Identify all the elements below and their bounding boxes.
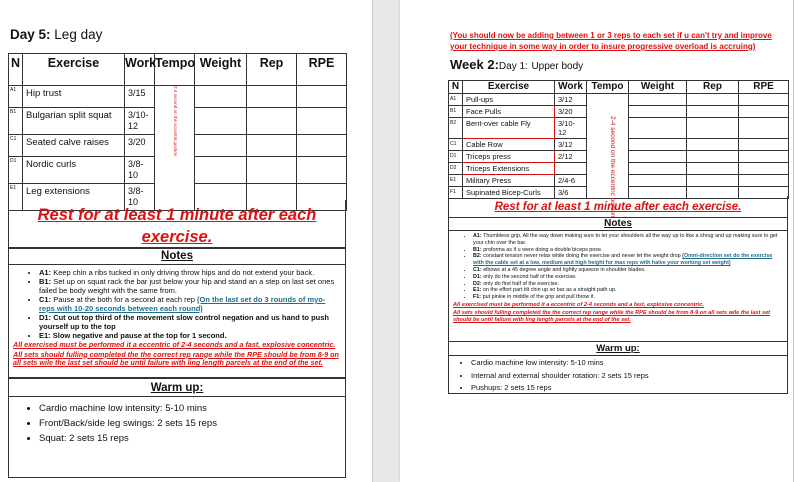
day-heading: Day 5: Leg day: [10, 27, 103, 42]
rep-cell[interactable]: [247, 86, 297, 108]
rep-cell[interactable]: [247, 108, 297, 135]
warmup-title: Warm up:: [9, 379, 345, 397]
row-id: C1: [9, 135, 23, 157]
note-item: • C1: Pause at the both for a second at each rep (On the last set do 3 rounds of myo-reps with 10-20 seconds between each round): [39, 295, 339, 313]
weight-cell[interactable]: [629, 151, 687, 163]
row-id: F1: [449, 187, 463, 199]
rep-cell[interactable]: [687, 106, 739, 118]
rep-cell[interactable]: [247, 135, 297, 157]
weight-cell[interactable]: [195, 135, 247, 157]
page-gutter: [373, 0, 400, 482]
note-item: • B2: constant tension never relax while doing the exercise and never let the weight drop (Omni-direction set do the exercise with the cable set at a low, medium and high height for max reps with halve your working set weight): [473, 253, 783, 267]
work-cell: 2/4-6: [555, 175, 587, 187]
warmup-title: Warm up:: [449, 342, 787, 356]
exercise-cell: Military Press: [463, 175, 555, 187]
note-link[interactable]: (On the last set do 3 rounds of myo-reps with 10-20 seconds between each round): [39, 295, 326, 313]
exercise-cell: Bulgarian split squat: [23, 108, 125, 135]
warmup-item: • Front/Back/side leg swings: 2 sets 15 reps: [39, 416, 345, 431]
weight-cell[interactable]: [629, 118, 687, 139]
weight-cell[interactable]: [195, 157, 247, 184]
rep-cell[interactable]: [247, 157, 297, 184]
exercise-cell: Triceps Extensions: [463, 163, 555, 175]
table-header-row: [449, 81, 789, 94]
work-cell: 3/6: [555, 187, 587, 199]
warmup-list: [449, 357, 787, 395]
notes-title: Notes: [449, 218, 787, 231]
exercise-cell: Cable Row: [463, 139, 555, 151]
work-cell: 2/12: [555, 151, 587, 163]
exercise-cell: Bent-over cable Fly: [463, 118, 555, 139]
rpe-cell[interactable]: [739, 175, 789, 187]
warmup-item: • Cardio machine low intensity: 5-10 mins: [471, 357, 787, 370]
col-n: N: [449, 81, 463, 94]
rpe-cell[interactable]: [739, 151, 789, 163]
work-cell: [555, 163, 587, 175]
warmup-list: [9, 401, 345, 446]
rep-cell[interactable]: [687, 139, 739, 151]
row-id: A1: [9, 86, 23, 108]
note-item: • D2: only do first half of the exercise.: [473, 281, 783, 288]
warmup-item: • Pushups: 2 sets 15 reps: [471, 382, 787, 395]
warmup-section: [8, 378, 346, 478]
col-tempo: Tempo: [155, 54, 195, 86]
row-id: D2: [449, 163, 463, 175]
red-note-rpe: All sets should fulling completed the the correct rep range while the RPE should be from 8-9 on all sets wile the last set should be until failure with ling length parcels at the end of the set.: [13, 349, 339, 367]
weight-cell[interactable]: [629, 139, 687, 151]
col-rep: Rep: [247, 54, 297, 86]
week-heading: Week 2:Day 1: Upper body: [450, 57, 584, 72]
left-page: [0, 0, 373, 482]
tempo-cell: [587, 94, 629, 199]
note-item: • A1: Keep chin a ribs tucked in only driving throw hips and do not extend your back.: [39, 268, 339, 277]
table-row: [449, 94, 789, 106]
rest-banner: Rest for at least 1 minute after each exercise.: [8, 200, 346, 248]
rpe-cell[interactable]: [297, 157, 347, 184]
note-item: • E1: on the effort part tilt chin up so bar as a straight path up.: [473, 287, 783, 294]
col-work: Work: [555, 81, 587, 94]
work-cell: 3/20: [125, 135, 155, 157]
col-n: N: [9, 54, 23, 86]
exercise-cell: Hip trust: [23, 86, 125, 108]
exercise-cell: Nordic curls: [23, 157, 125, 184]
row-id: D1: [449, 151, 463, 163]
col-tempo: Tempo: [587, 81, 629, 94]
col-rep: Rep: [687, 81, 739, 94]
red-note-eccentric: All exercised must be performed it a eccentric of 2-4 seconds and a fast, explosive concentric.: [453, 301, 704, 308]
col-weight: Weight: [195, 54, 247, 86]
note-item: • D1: Cut out top third of the movement slow control negation and us hand to push yourself up to the top: [39, 313, 339, 331]
warmup-item: • Internal and external shoulder rotation: 2 sets 15 reps: [471, 370, 787, 383]
col-exercise: Exercise: [23, 54, 125, 86]
notes-list: [9, 268, 345, 340]
work-cell: 3/20: [555, 106, 587, 118]
row-id: B1: [449, 106, 463, 118]
weight-cell[interactable]: [629, 175, 687, 187]
red-note-eccentric: All exercised must be performed it a eccentric of 2-4 seconds and a fast, explosive concentric.: [13, 340, 336, 349]
rpe-cell[interactable]: [297, 135, 347, 157]
exercise-cell: Face Pulls: [463, 106, 555, 118]
note-item: • A1: Thumbless grip, All the way down making sure to let your shoulders all the way up to like a shrug and up making sure to get your chin over the bar.: [473, 233, 783, 247]
rpe-cell[interactable]: [297, 86, 347, 108]
warmup-item: • Squat: 2 sets 15 reps: [39, 431, 345, 446]
warmup-section: [448, 342, 788, 394]
row-id: C1: [449, 139, 463, 151]
note-item: • E1: Slow negative and pause at the top for 1 second.: [39, 331, 339, 340]
work-cell: 3/10-12: [125, 108, 155, 135]
weight-cell[interactable]: [629, 106, 687, 118]
rep-cell[interactable]: [687, 175, 739, 187]
exercise-cell: Seated calve raises: [23, 135, 125, 157]
rpe-cell[interactable]: [739, 106, 789, 118]
col-exercise: Exercise: [463, 81, 555, 94]
col-rpe: RPE: [297, 54, 347, 86]
table-header-row: [9, 54, 347, 86]
col-rpe: RPE: [739, 81, 789, 94]
rest-banner: Rest for at least 1 minute after each exercise.: [448, 196, 788, 218]
right-workout-table: [448, 80, 789, 199]
rpe-cell[interactable]: [297, 108, 347, 135]
rep-cell[interactable]: [687, 151, 739, 163]
row-id: E1: [449, 175, 463, 187]
progressive-overload-note: (You should now be adding between 1 or 3 reps to each set if u can't try and improve your technique in some way in order to insure progressive overload is accruing): [450, 31, 772, 51]
rpe-cell[interactable]: [739, 139, 789, 151]
exercise-cell: Pull-ups: [463, 94, 555, 106]
rep-cell[interactable]: [687, 94, 739, 106]
work-cell: 3/12: [555, 94, 587, 106]
weight-cell[interactable]: [629, 94, 687, 106]
rpe-cell[interactable]: [739, 118, 789, 139]
weight-cell[interactable]: [195, 86, 247, 108]
work-cell: 3/8-10: [125, 184, 155, 211]
note-item: • D1: only do the second half of the exercise.: [473, 274, 783, 281]
warmup-item: • Cardio machine low intensity: 5-10 mins: [39, 401, 345, 416]
rep-cell[interactable]: [687, 163, 739, 175]
row-id: B1: [9, 108, 23, 135]
weight-cell[interactable]: [195, 108, 247, 135]
rep-cell[interactable]: [687, 118, 739, 139]
row-id: B2: [449, 118, 463, 139]
work-cell: 3/12: [555, 139, 587, 151]
notes-list: [449, 233, 787, 301]
note-item: • B1: proforma as if u were doing a double biceps pose.: [473, 247, 783, 254]
work-cell: 3/8-10: [125, 157, 155, 184]
exercise-cell: Supinated Bicep-Curls: [463, 187, 555, 199]
rpe-cell[interactable]: [739, 94, 789, 106]
rpe-cell[interactable]: [739, 163, 789, 175]
exercise-cell: Leg extensions: [23, 184, 125, 211]
row-id: D1: [9, 157, 23, 184]
col-work: Work: [125, 54, 155, 86]
note-item: • C1: elbows at a 45 degree angle and tightly squeeze in shoulder blades.: [473, 267, 783, 274]
col-weight: Weight: [629, 81, 687, 94]
row-id: E1: [9, 184, 23, 211]
note-item: • B1: Set up on squat rack the bar just below your hip and stand an a step on last set ones failed be body weight with the same from.: [39, 277, 339, 295]
notes-section: [8, 248, 346, 378]
row-id: A1: [449, 94, 463, 106]
exercise-cell: Triceps press: [463, 151, 555, 163]
tempo-note: 2-4 second on the eccentric portion: [173, 86, 178, 157]
note-link[interactable]: (Omni-direction set do the exercise with the cable set at a low, medium and high height for max reps with halve your working set weight): [473, 253, 773, 267]
weight-cell[interactable]: [629, 163, 687, 175]
red-note-rpe: All sets should fulling completed the the correct rep range while the RPE should be from 8-9 on all sets wile the last set should be until failure with ling length parcels at the end of the set.: [453, 309, 771, 323]
note-item: • F1: put pinkie in middle of the grip and pull throw it.: [473, 294, 783, 301]
notes-title: Notes: [9, 250, 345, 265]
notes-section: [448, 218, 788, 342]
work-cell: 3/15: [125, 86, 155, 108]
work-cell: 3/10-12: [555, 118, 587, 139]
